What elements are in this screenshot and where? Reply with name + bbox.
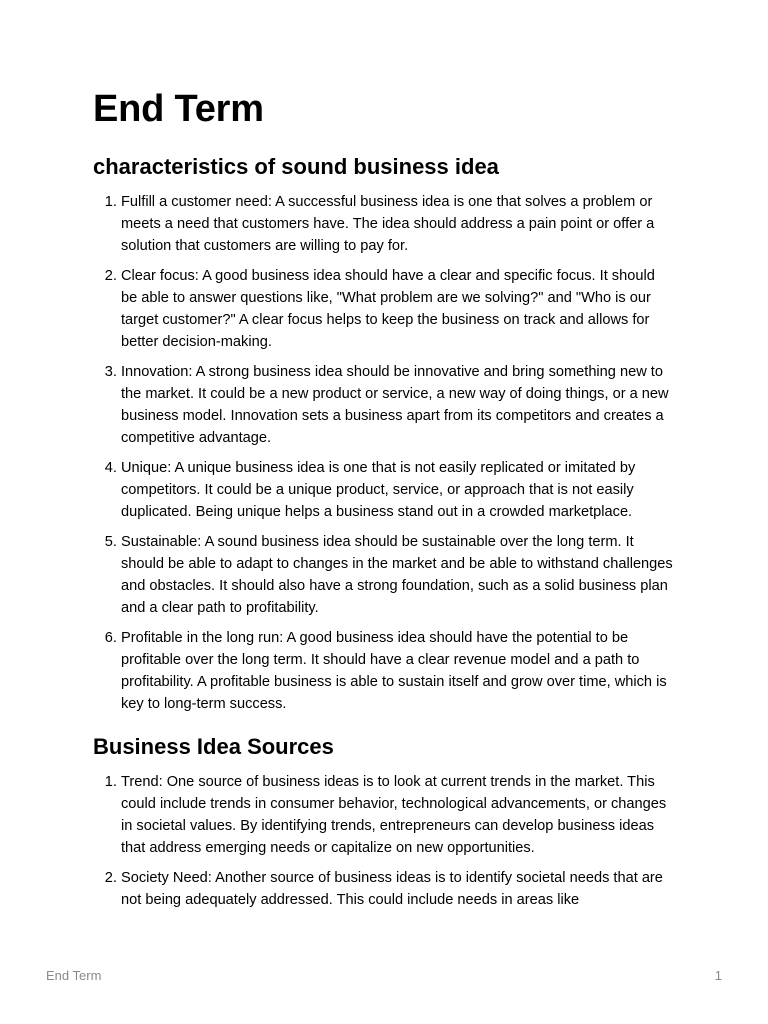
footer-page-number: 1 [714, 968, 722, 983]
characteristics-list [93, 191, 675, 715]
document-page [93, 86, 675, 919]
section-heading-idea-sources: Business Idea Sources [93, 734, 334, 759]
idea-sources-list [93, 771, 675, 911]
list-item: 3. Innovation: A strong business idea should be innovative and bring something new to the market. It could be a new product or service, a new way of doing things, or a new business model. Innovation sets a business apart from its competitors and creates a competitive advantage. [121, 361, 675, 449]
list-item: 2. Society Need: Another source of business ideas is to identify societal needs that are not being adequately addressed. This could include needs in areas like [121, 867, 675, 911]
list-item: 6. Profitable in the long run: A good business idea should have the potential to be profitable over the long term. It should have a clear revenue model and a path to profitability. A profitable business is able to sustain itself and grow over time, which is key to long-term success. [121, 627, 675, 715]
footer-document-title: End Term [46, 968, 102, 983]
list-item: 5. Sustainable: A sound business idea should be sustainable over the long term. It should be able to adapt to changes in the market and be able to withstand challenges and obstacles. It should also have a strong foundation, such as a solid business plan and a clear path to profitability. [121, 531, 675, 619]
list-item: 4. Unique: A unique business idea is one that is not easily replicated or imitated by competitors. It could be a unique product, service, or approach that is not easily duplicated. Being unique helps a business stand out in a crowded marketplace. [121, 457, 675, 523]
document-title: End Term [93, 88, 264, 130]
list-item: 2. Clear focus: A good business idea should have a clear and specific focus. It should be able to answer questions like, "What problem are we solving?" and "Who is our target customer?" A clear focus helps to keep the business on track and allows for better decision-making. [121, 265, 675, 353]
list-item: 1. Fulfill a customer need: A successful business idea is one that solves a problem or meets a need that customers have. The idea should address a pain point or offer a solution that customers are willing to pay for. [121, 191, 675, 257]
section-heading-characteristics: characteristics of sound business idea [93, 154, 499, 179]
list-item: 1. Trend: One source of business ideas is to look at current trends in the market. This could include trends in consumer behavior, technological advancements, or changes in societal values. By identifying trends, entrepreneurs can develop business ideas that address emerging needs or capitalize on new opportunities. [121, 771, 675, 859]
